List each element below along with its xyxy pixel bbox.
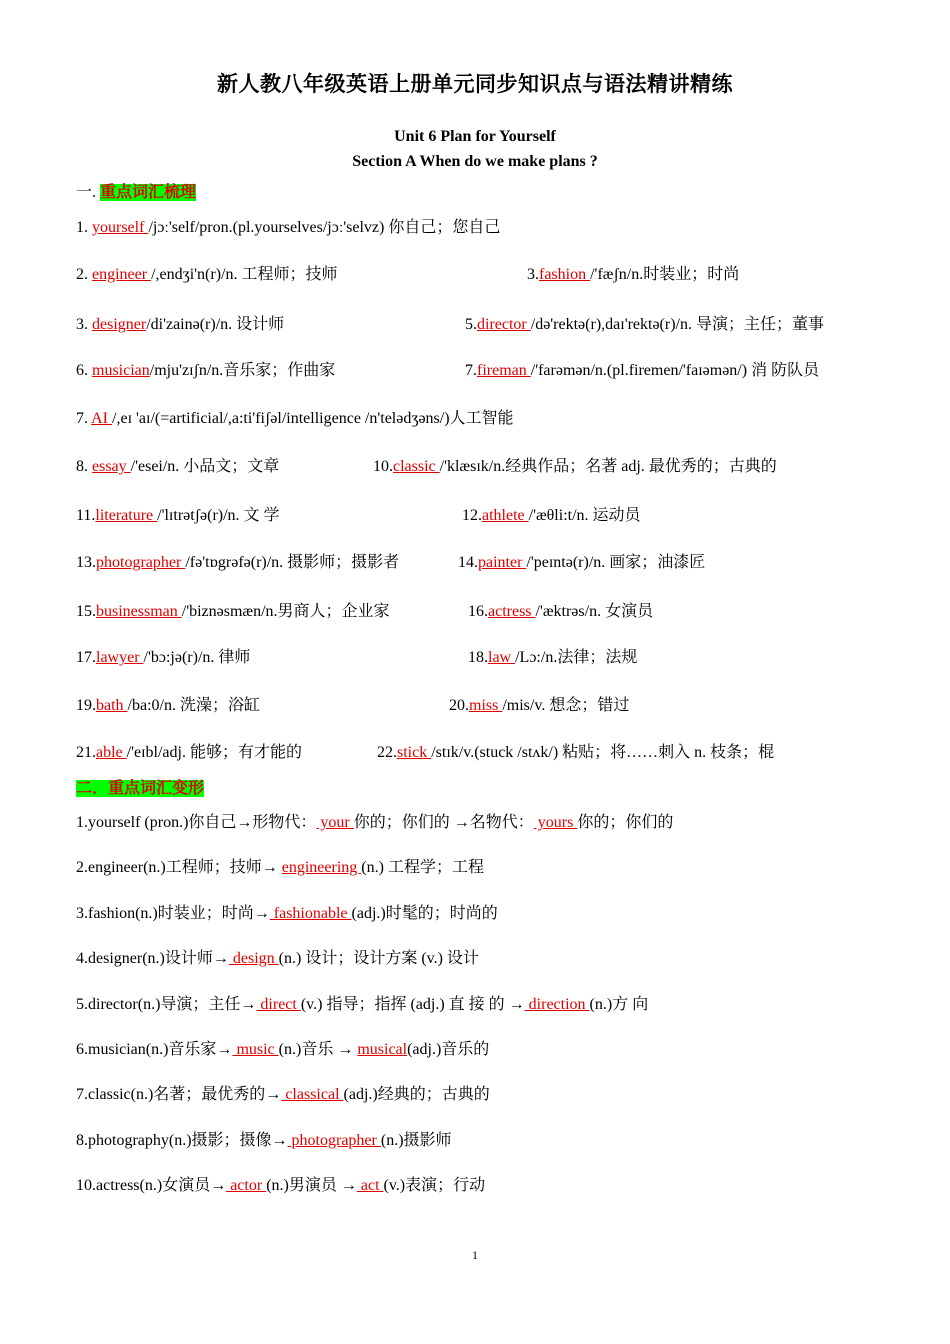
vocab-word: miss (469, 697, 503, 714)
form-text: 你的；你们的 (577, 814, 674, 831)
form-text: 2.engineer(n.)工程师；技师→ (76, 859, 282, 876)
vocab-entry (377, 739, 774, 762)
vocab-definition: /'biznəsmæn/n.男商人；企业家 (181, 603, 390, 620)
vocab-number: 15. (76, 603, 96, 620)
vocab-entry (76, 357, 335, 380)
vocab-word: designer (92, 316, 147, 333)
form-answer: direct (256, 996, 301, 1013)
vocab-number: 1. (76, 219, 92, 236)
form-entry (76, 991, 648, 1014)
form-answer: your (316, 814, 354, 831)
vocab-entry (76, 405, 514, 428)
vocab-number: 7. (76, 410, 92, 427)
vocab-definition: /'klæsɪk/n.经典作品；名著 adj. 最优秀的；古典的 (439, 458, 777, 475)
form-text: (adj.)音乐的 (407, 1041, 490, 1058)
form-answer: photographer (287, 1132, 381, 1149)
form-entry (76, 854, 484, 877)
form-answer: fashionable (269, 905, 352, 922)
vocab-entry (76, 598, 390, 621)
vocab-definition: /,endʒi'n(r)/n. 工程师；技师 (151, 266, 338, 283)
vocab-entry (449, 692, 629, 715)
form-entry (76, 1036, 489, 1059)
form-answer: act (356, 1177, 384, 1194)
vocab-definition: /'esei/n. 小品文；文章 (130, 458, 280, 475)
vocab-number: 3. (76, 316, 92, 333)
vocab-number: 13. (76, 554, 96, 571)
vocab-entry (76, 261, 338, 284)
vocab-definition: /di'zainə(r)/n. 设计师 (146, 316, 285, 333)
part1-heading (76, 179, 196, 202)
vocab-word: able (96, 744, 127, 761)
vocab-word: fireman (477, 362, 531, 379)
vocab-entry (76, 692, 260, 715)
form-text: 7.classic(n.)名著；最优秀的→ (76, 1086, 282, 1103)
vocab-definition: /ba:0/n. 洗澡；浴缸 (127, 697, 260, 714)
vocab-entry (462, 502, 641, 525)
vocab-word: yourself (92, 219, 149, 236)
vocab-entry (76, 214, 500, 237)
page-title: 新人教八年级英语上册单元同步知识点与语法精讲精练 (217, 72, 733, 96)
vocab-entry (76, 453, 279, 476)
vocab-definition: /də'rektə(r),daɪ'rektə(r)/n. 导演；主任；董事 (530, 316, 824, 333)
form-answer: engineering (281, 859, 362, 876)
part2-heading (76, 775, 204, 798)
vocab-entry (458, 549, 705, 572)
form-text: (n.)摄影师 (380, 1132, 452, 1149)
vocab-definition: /'fæʃn/n.时装业；时尚 (590, 266, 740, 283)
vocab-word: engineer (92, 266, 152, 283)
vocab-number: 18. (468, 649, 488, 666)
vocab-number: 6. (76, 362, 92, 379)
vocab-word: essay (92, 458, 131, 475)
vocab-definition: /mju'zɪʃn/n.音乐家；作曲家 (149, 362, 336, 379)
part2-label: 二．重点词汇变形 (76, 780, 205, 797)
vocab-entry (76, 311, 284, 334)
form-answer: classical (281, 1086, 344, 1103)
vocab-word: literature (95, 507, 158, 524)
vocab-definition: /stɪk/v.(stuck /stʌk/) 粘贴；将……刺入 n. 枝条；棍 (431, 744, 775, 761)
vocab-entry (76, 502, 280, 525)
vocab-definition: /'æktrəs/n. 女演员 (535, 603, 654, 620)
vocab-word: lawyer (96, 649, 144, 666)
form-text: 10.actress(n.)女演员→ (76, 1177, 227, 1194)
form-text: (n.) 工程学；工程 (361, 859, 484, 876)
vocab-word: athlete (482, 507, 529, 524)
form-answer: actor (226, 1177, 267, 1194)
form-answer: musical (357, 1041, 408, 1058)
vocab-number: 22. (377, 744, 397, 761)
form-text: (v.) 指导；指挥 (adj.) 直 接 的 → (300, 996, 525, 1013)
vocab-word: director (477, 316, 531, 333)
form-entry (76, 1127, 452, 1150)
form-text: (n.)音乐 → (278, 1041, 358, 1058)
form-text: 8.photography(n.)摄影；摄像→ (76, 1132, 288, 1149)
vocab-definition: /'peɪntə(r)/n. 画家；油漆匠 (526, 554, 706, 571)
vocab-number: 21. (76, 744, 96, 761)
vocab-definition: /'eɪbl/adj. 能够；有才能的 (126, 744, 302, 761)
vocab-entry (465, 311, 824, 334)
form-text: 5.director(n.)导演；主任→ (76, 996, 257, 1013)
vocab-number: 11. (76, 507, 96, 524)
form-answer: design (228, 950, 279, 967)
vocab-entry (76, 549, 399, 572)
vocab-number: 10. (373, 458, 393, 475)
vocab-definition: /'farəmən/n.(pl.firemen/'faɪəmən/) 消 防队员 (530, 362, 820, 379)
vocab-definition: /'æθli:t/n. 运动员 (528, 507, 641, 524)
vocab-word: law (488, 649, 516, 666)
vocab-definition: /,eɪ 'aɪ/(=artificial/,a:ti'fiʃəl/intelligence /n'telədʒəns/)人工智能 (112, 410, 514, 427)
form-answer: yours (533, 814, 578, 831)
vocab-entry (76, 739, 302, 762)
vocab-definition: /fə'tɒgrəfə(r)/n. 摄影师；摄影者 (185, 554, 400, 571)
form-entry (76, 945, 479, 968)
form-text: (adj.)时髦的；时尚的 (351, 905, 498, 922)
form-answer: direction (524, 996, 590, 1013)
vocab-entry (465, 357, 819, 380)
vocab-word: fashion (539, 266, 591, 283)
vocab-number: 7. (465, 362, 477, 379)
vocab-entry (468, 598, 653, 621)
vocab-number: 2. (76, 266, 92, 283)
section-title: Section A When do we make plans ? (352, 153, 598, 170)
vocab-number: 14. (458, 554, 478, 571)
vocab-word: stick (397, 744, 432, 761)
vocab-number: 16. (468, 603, 488, 620)
form-entry (76, 809, 673, 832)
form-text: (n.) 设计；设计方案 (v.) 设计 (278, 950, 479, 967)
vocab-number: 17. (76, 649, 96, 666)
form-text: (adj.)经典的；古典的 (343, 1086, 490, 1103)
vocab-entry (373, 453, 777, 476)
form-text: 你的；你们的 →名物代： (353, 814, 534, 831)
vocab-definition: /Lɔ:/n.法律；法规 (515, 649, 638, 666)
form-text: (n.)方 向 (589, 996, 649, 1013)
form-text: 3.fashion(n.)时装业；时尚→ (76, 905, 270, 922)
vocab-number: 3. (527, 266, 539, 283)
page-number: 1 (472, 1248, 478, 1262)
vocab-word: photographer (96, 554, 186, 571)
form-answer: music (232, 1041, 279, 1058)
form-text: (n.)男演员 → (266, 1177, 357, 1194)
vocab-word: AI (91, 410, 113, 427)
vocab-word: businessman (96, 603, 182, 620)
vocab-word: painter (478, 554, 527, 571)
vocab-word: classic (393, 458, 440, 475)
vocab-entry (76, 644, 250, 667)
vocab-definition: /jɔː'self/pron.(pl.yourselves/jɔː'selvz) 你自己；您自己 (148, 219, 501, 236)
unit-title: Unit 6 Plan for Yourself (394, 128, 556, 145)
form-text: (v.)表演；行动 (383, 1177, 486, 1194)
part1-prefix: 一. (76, 184, 101, 201)
form-text: 1.yourself (pron.)你自己→形物代： (76, 814, 317, 831)
form-text: 4.designer(n.)设计师→ (76, 950, 229, 967)
vocab-number: 5. (465, 316, 477, 333)
form-entry (76, 1081, 490, 1104)
vocab-definition: /'bɔ:jə(r)/n. 律师 (143, 649, 251, 666)
vocab-word: bath (96, 697, 128, 714)
vocab-number: 8. (76, 458, 92, 475)
form-entry (76, 900, 498, 923)
vocab-number: 19. (76, 697, 96, 714)
vocab-number: 20. (449, 697, 469, 714)
form-text: 6.musician(n.)音乐家→ (76, 1041, 233, 1058)
form-entry (76, 1172, 485, 1195)
vocab-entry (468, 644, 637, 667)
vocab-entry (527, 261, 739, 284)
vocab-definition: /mis/v. 想念；错过 (502, 697, 630, 714)
vocab-number: 12. (462, 507, 482, 524)
vocab-definition: /'lɪtrətʃə(r)/n. 文 学 (157, 507, 280, 524)
part1-label: 重点词汇梳理 (100, 184, 197, 201)
vocab-word: actress (488, 603, 536, 620)
vocab-word: musician (92, 362, 150, 379)
